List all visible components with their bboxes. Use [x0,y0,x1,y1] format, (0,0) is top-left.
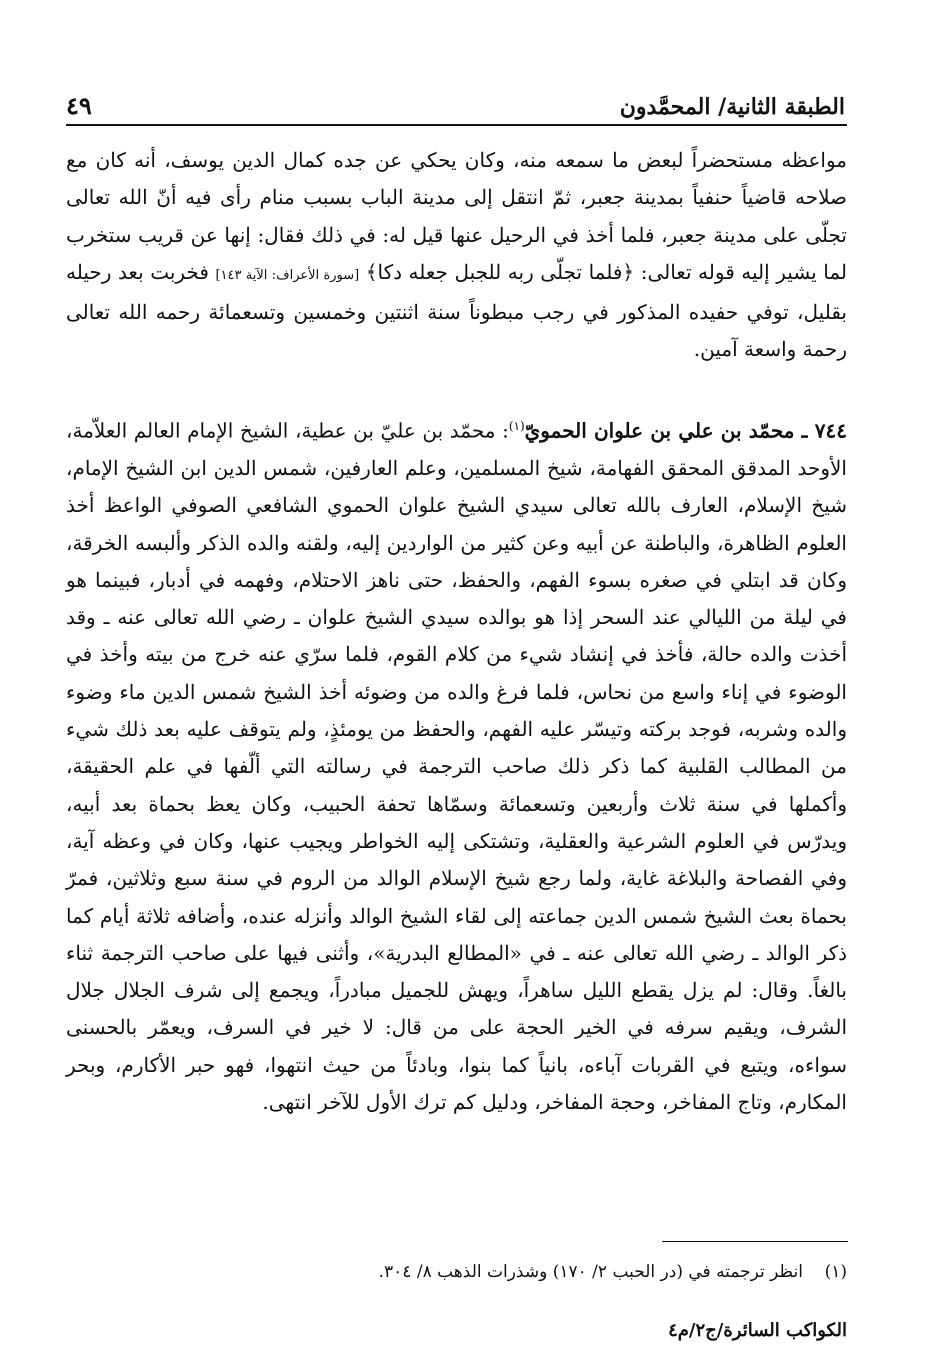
entry-body: : محمّد بن عليّ بن عطية، الشيخ الإمام العالم العلاّمة، الأوحد المدقق المحقق الفهامة، شيخ المسلمين، وعلم العارفين، شمس الدين ابن الشيخ الإمام، شيخ الإسلام، العارف بالله تعالى سيدي الشيخ علوان الحموي الشافعي الصوفي الواعظ أخذ العلوم الظاهرة، والباطنة عن أبيه وعن كثير من الواردين إليه، ولقنه والده الذكر وألبسه الخرقة، وكان قد ابتلي في صغره بسوء الفهم، والحفظ، حتى ناهز الاحتلام، وفهمه في أدبار، فبينما هو في ليلة من الليالي عند السحر إذا هو بوالده سيدي الشيخ علوان ـ رضي الله تعالى عنه ـ وقد أخذت والده حالة، فأخذ في إنشاد شيء من كلام القوم، فلما سرّي عنه خرج من بيته وأخذ في الوضوء في إناء واسع من نحاس، فلما فرغ والده من وضوئه أخذ الشيخ شمس الدين ماء وضوء والده وشربه، فوجد بركته وتيسّر عليه الفهم، والحفظ من يومئذٍ، ولم يتوقف عليه بعد ذلك شيء من المطالب القلبية كما ذكر ذلك صاحب الترجمة في رسالته التي ألّفها في علم الحقيقة، وأكملها في سنة ثلاث وأربعين وتسعمائة وسمّاها تحفة الحبيب، وكان يعظ بحماة بعد أبيه، ويدرّس في العلوم الشرعية والعقلية، وتشتكى إليه الخواطر ويجيب عنها، وكان في وعظه آية، وفي الفصاحة والبلاغة غاية، ولما رجع شيخ الإسلام الوالد من الروم في سنة سبع وثلاثين، فمرّ بحماة بعث الشيخ شمس الدين جماعته إلى لقاء الشيخ الوالد وأنزله عنده، وأضافه ثلاثة أيام كما ذكر الوالد ـ رضي الله تعالى عنه ـ في «المطالع البدرية»، وأثنى فيها على صاحب الترجمة ثناء بالغاً. وقال: لم يزل يقطع الليل ساهراً، ويهش للجميل مبادراً، ويجمع إلى شرف الجلال جلال الشرف، ويقيم سرفه في الخير الحجة على من قال: لا خير في السرف، ويعمّر بالحسنى سواءه، ويتبع في القربات آباءه، بانياً كما بنوا، وبادئاً من حيث انتهوا، فهو حبر الأكارم، وبحر المكارم، وتاج المفاخر، وحجة المفاخر، ودليل كم ترك الأول للآخر انتهى. [66,418,848,1114]
paragraph-text-end: فخربت بعد رحيله بقليل، توفي حفيده المذكور في رجب مبطوناً سنة اثنتين وخمسين وتسعمائة رحمه الله تعالى رحمة واسعة آمين. [66,259,847,362]
paragraph-continuation [66,142,847,369]
paragraph-text: مواعظه مستحضراً لبعض ما سمعه منه، وكان يحكي عن جده كمال الدين يوسف، أنه كان مع صلاحه قاضياً حنفياً بمدينة جعبر، ثمّ انتقل إلى مدينة الباب بسبب منام رأى فيه أنّ الله تعالى تجلّى على مدينة جعبر، فلما أخذ في الرحيل عنها قيل له: في ذلك فقال: إنها عن قريب ستخرب لما يشير إليه قوله تعالى: [66,148,848,284]
footnote [80,1262,847,1282]
quran-quote: ﴿فلما تجلّى ربه للجبل جعله دكا﴾ [365,259,635,284]
running-title: الطبقة الثانية/ المحمَّدون [619,94,845,120]
header-rule [66,124,847,126]
footnote-number: (١) [824,1262,847,1282]
footnote-text: انظر ترجمته في (در الحبب ٢/ ١٧٠) وشذرات الذهب ٨/ ٣٠٤. [378,1262,803,1282]
page-header [66,84,845,120]
entry-heading: ٧٤٤ ـ محمّد بن علي بن علوان الحمويّ [524,418,847,443]
verse-reference: [سورة الأعراف: الآية ١٤٣] [215,267,360,283]
biography-entry [66,408,847,1121]
footnote-marker[interactable]: (١) [508,419,525,433]
signature-mark: الكواكب السائرة/ج٢/م٤ [668,1320,847,1341]
page-number: ٤٩ [66,91,92,120]
footnote-rule [662,1241,848,1242]
